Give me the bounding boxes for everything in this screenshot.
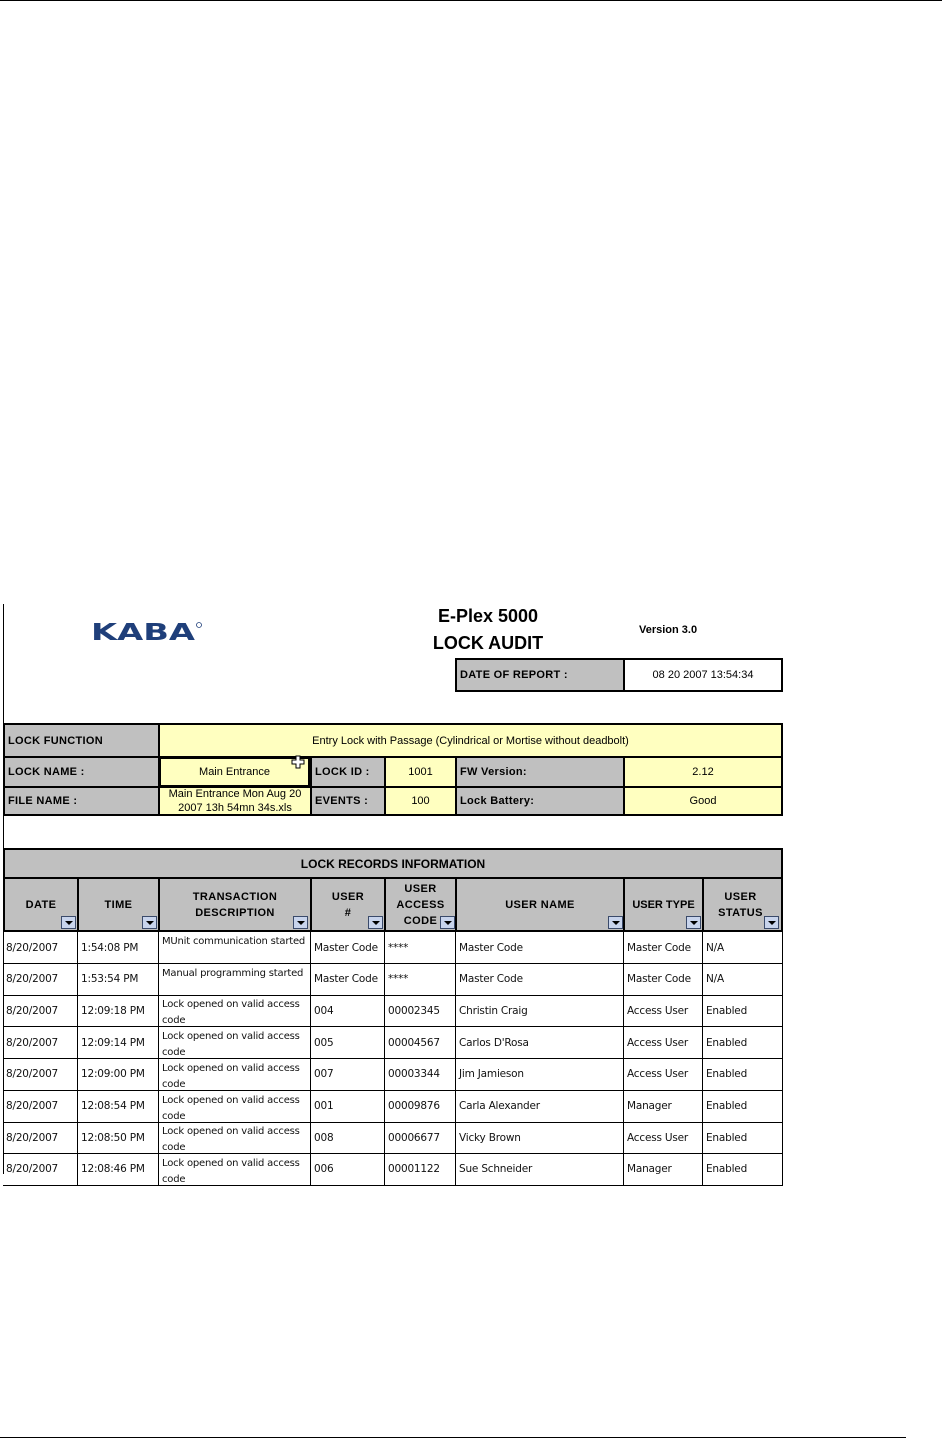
cell-user-type[interactable]: Access User <box>624 995 703 1027</box>
fw-version-label: FW Version: <box>455 756 625 788</box>
cell-user-status[interactable]: Enabled <box>703 1091 783 1123</box>
cell-user-status[interactable]: Enabled <box>703 1154 783 1186</box>
table-row[interactable] <box>3 1154 780 1186</box>
cell-user-name[interactable]: Christin Craig <box>456 995 624 1027</box>
cell-description[interactable]: Lock opened on valid access code <box>159 1154 311 1186</box>
table-row[interactable] <box>3 1059 780 1091</box>
cell-description[interactable]: Lock opened on valid access code <box>159 1091 311 1123</box>
date-of-report-label: DATE OF REPORT : <box>455 658 625 692</box>
events-value: 100 <box>384 786 457 816</box>
filter-dropdown-access-code[interactable] <box>440 916 455 929</box>
cell-cursor-icon <box>291 755 305 769</box>
filter-dropdown-user-number[interactable] <box>368 916 383 929</box>
lock-name-text: Main Entrance <box>199 766 270 778</box>
filter-dropdown-user-name[interactable] <box>608 916 623 929</box>
cell-time[interactable]: 12:09:00 PM <box>78 1059 159 1091</box>
lock-name-value[interactable] <box>159 757 310 787</box>
lock-function-label: LOCK FUNCTION <box>3 723 160 758</box>
filter-dropdown-user-type[interactable] <box>686 916 701 929</box>
cell-access-code[interactable]: **** <box>385 932 456 964</box>
table-row[interactable] <box>3 1027 780 1059</box>
cell-time[interactable]: 1:54:08 PM <box>78 932 159 964</box>
table-row[interactable] <box>3 1091 780 1123</box>
events-label: EVENTS : <box>310 786 386 816</box>
records-title: LOCK RECORDS INFORMATION <box>3 848 783 879</box>
table-row[interactable] <box>3 995 780 1027</box>
cell-user-number[interactable]: Master Code <box>311 932 385 964</box>
cell-time[interactable]: 12:09:18 PM <box>78 995 159 1027</box>
cell-user-name[interactable]: Jim Jamieson <box>456 1059 624 1091</box>
version-label: Version 3.0 <box>639 624 698 636</box>
filter-dropdown-user-status[interactable] <box>764 916 779 929</box>
cell-access-code[interactable]: 00006677 <box>385 1122 456 1154</box>
lock-id-value: 1001 <box>384 756 457 788</box>
cell-description[interactable]: MUnit communication started <box>159 932 311 964</box>
cell-user-status[interactable]: Enabled <box>703 995 783 1027</box>
file-name-label: FILE NAME : <box>3 786 160 816</box>
cell-user-status[interactable]: Enabled <box>703 1122 783 1154</box>
column-header-label: USER # <box>331 890 365 919</box>
report-subtitle: LOCK AUDIT <box>432 633 544 653</box>
cell-date[interactable]: 8/20/2007 <box>3 964 78 996</box>
cell-user-number[interactable]: 006 <box>311 1154 385 1186</box>
column-header-label: USER NAME <box>505 898 575 911</box>
table-row[interactable] <box>3 932 780 964</box>
filter-dropdown-description[interactable] <box>293 916 308 929</box>
cell-user-number[interactable]: 005 <box>311 1027 385 1059</box>
cell-access-code[interactable]: **** <box>385 964 456 996</box>
cell-date[interactable]: 8/20/2007 <box>3 1059 78 1091</box>
column-header-label: TRANSACTION DESCRIPTION <box>192 890 278 919</box>
cell-date[interactable]: 8/20/2007 <box>3 1091 78 1123</box>
file-name-value: Main Entrance Mon Aug 20 2007 13h 54mn 34s.xls <box>158 786 312 816</box>
cell-user-status[interactable]: N/A <box>703 964 783 996</box>
column-header-label: DATE <box>25 898 57 911</box>
cell-access-code[interactable]: 00009876 <box>385 1091 456 1123</box>
column-header-label: USER STATUS <box>718 890 763 919</box>
cell-user-number[interactable]: Master Code <box>311 964 385 996</box>
cell-user-type[interactable]: Manager <box>624 1091 703 1123</box>
cell-description[interactable]: Lock opened on valid access code <box>159 1027 311 1059</box>
cell-time[interactable]: 12:08:46 PM <box>78 1154 159 1186</box>
filter-dropdown-time[interactable] <box>142 916 157 929</box>
cell-time[interactable]: 12:08:54 PM <box>78 1091 159 1123</box>
date-of-report-value: 08 20 2007 13:54:34 <box>623 658 783 692</box>
cell-access-code[interactable]: 00004567 <box>385 1027 456 1059</box>
filter-dropdown-date[interactable] <box>61 916 76 929</box>
cell-description[interactable]: Lock opened on valid access code <box>159 995 311 1027</box>
lock-id-label: LOCK ID : <box>310 756 386 788</box>
column-header-user-name <box>455 877 625 932</box>
cell-user-name[interactable]: Sue Schneider <box>456 1154 624 1186</box>
cell-access-code[interactable]: 00001122 <box>385 1154 456 1186</box>
cell-user-name[interactable]: Vicky Brown <box>456 1122 624 1154</box>
cell-time[interactable]: 1:53:54 PM <box>78 964 159 996</box>
table-row[interactable] <box>3 1122 780 1154</box>
page-top-rule <box>0 0 942 1</box>
lock-battery-value: Good <box>623 786 783 816</box>
column-header-label: TIME <box>104 898 133 911</box>
cell-user-type[interactable]: Access User <box>624 1122 703 1154</box>
cell-user-name[interactable]: Carlos D'Rosa <box>456 1027 624 1059</box>
column-header-description <box>158 877 312 932</box>
cell-access-code[interactable]: 00003344 <box>385 1059 456 1091</box>
cell-user-name[interactable]: Carla Alexander <box>456 1091 624 1123</box>
lock-battery-label: Lock Battery: <box>455 786 625 816</box>
cell-description[interactable]: Manual programming started <box>159 964 311 996</box>
cell-user-type[interactable]: Manager <box>624 1154 703 1186</box>
cell-user-number[interactable]: 008 <box>311 1122 385 1154</box>
cell-time[interactable]: 12:09:14 PM <box>78 1027 159 1059</box>
lock-audit-spreadsheet <box>3 604 780 1185</box>
cell-user-status[interactable]: Enabled <box>703 1059 783 1091</box>
cell-date[interactable]: 8/20/2007 <box>3 1122 78 1154</box>
column-header-label: USER TYPE <box>632 898 695 911</box>
kaba-logo <box>91 620 203 646</box>
cell-date[interactable]: 8/20/2007 <box>3 1154 78 1186</box>
column-header-label: USER ACCESS CODE <box>396 882 445 927</box>
cell-user-name[interactable]: Master Code <box>456 964 624 996</box>
cell-user-type[interactable]: Access User <box>624 1027 703 1059</box>
page-bottom-rule <box>0 1437 906 1438</box>
cell-user-number[interactable]: 001 <box>311 1091 385 1123</box>
cell-description[interactable]: Lock opened on valid access code <box>159 1122 311 1154</box>
cell-date[interactable]: 8/20/2007 <box>3 995 78 1027</box>
lock-function-value: Entry Lock with Passage (Cylindrical or Mortise without deadbolt) <box>158 723 783 758</box>
cell-user-name[interactable]: Master Code <box>456 932 624 964</box>
cell-access-code[interactable]: 00002345 <box>385 995 456 1027</box>
table-row[interactable] <box>3 964 780 996</box>
cell-time[interactable]: 12:08:50 PM <box>78 1122 159 1154</box>
cell-user-number[interactable]: 004 <box>311 995 385 1027</box>
cell-date[interactable]: 8/20/2007 <box>3 932 78 964</box>
cell-date[interactable]: 8/20/2007 <box>3 1027 78 1059</box>
fw-version-value: 2.12 <box>623 756 783 788</box>
cell-user-type[interactable]: Master Code <box>624 932 703 964</box>
cell-user-status[interactable]: N/A <box>703 932 783 964</box>
cell-user-status[interactable]: Enabled <box>703 1027 783 1059</box>
cell-user-number[interactable]: 007 <box>311 1059 385 1091</box>
lock-name-label: LOCK NAME : <box>3 756 160 788</box>
cell-description[interactable]: Lock opened on valid access code <box>159 1059 311 1091</box>
cell-user-type[interactable]: Master Code <box>624 964 703 996</box>
cell-user-type[interactable]: Access User <box>624 1059 703 1091</box>
report-title: E-Plex 5000 <box>437 606 539 626</box>
logo-wordmark: KABA <box>91 620 196 646</box>
